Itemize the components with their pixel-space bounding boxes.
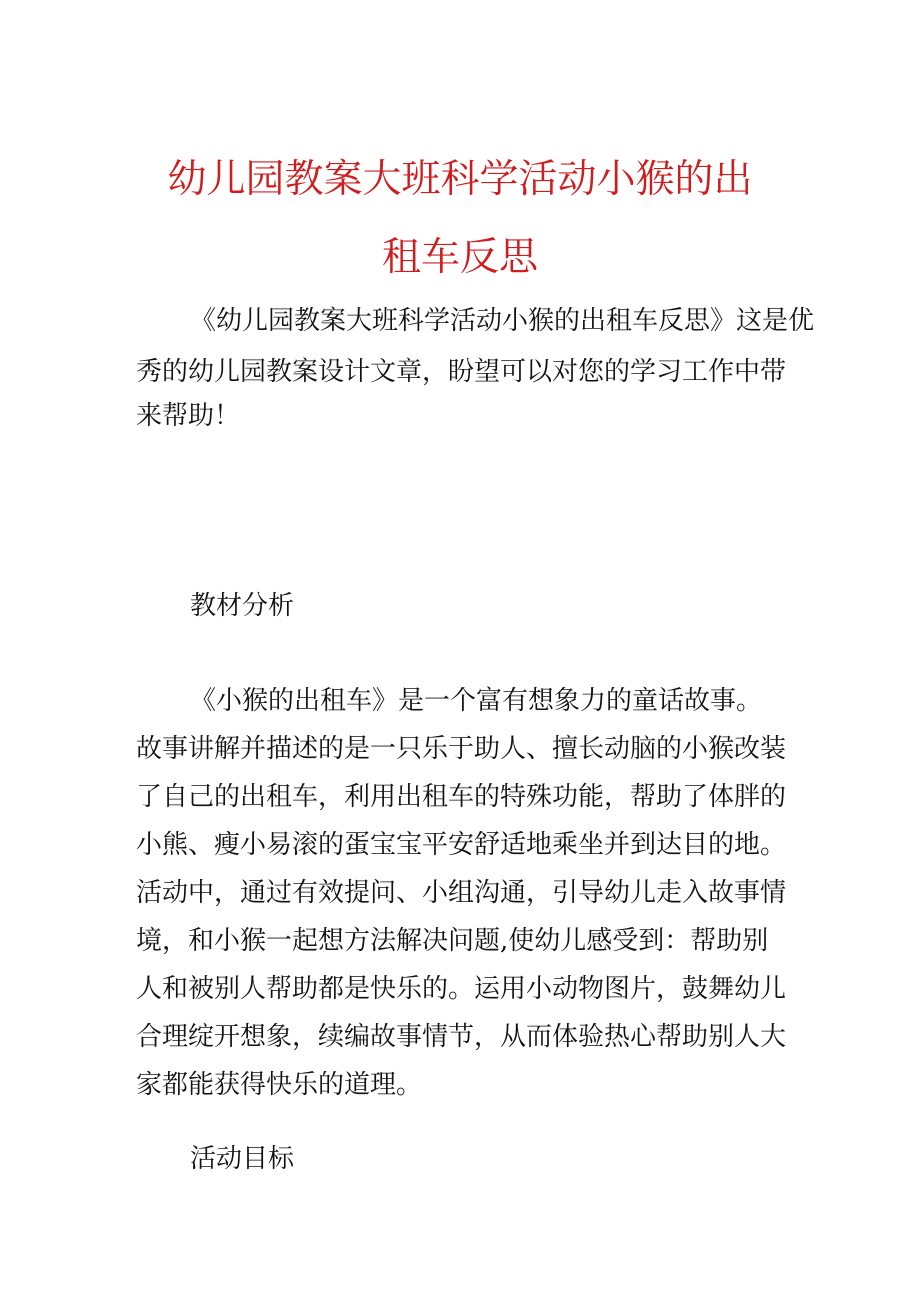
body-paragraph-line-4: 小熊、瘦小易滚的蛋宝宝平安舒适地乘坐并到达目的地。	[136, 830, 787, 860]
body-paragraph-line-2: 故事讲解并描述的是一只乐于助人、擅长动脑的小猴改装	[136, 734, 787, 764]
intro-paragraph-line-2: 秀的幼儿园教案设计文章，盼望可以对您的学习工作中带	[136, 357, 787, 387]
body-paragraph-line-6: 境，和小猴一起想方法解决问题,使幼儿感受到：帮助别	[136, 926, 769, 956]
section-heading-activity-goals: 活动目标	[190, 1144, 295, 1174]
body-paragraph-line-1: 《小猴的出租车》是一个富有想象力的童话故事。	[190, 686, 763, 716]
document-title-line-1: 幼儿园教案大班科学活动小猴的出	[167, 157, 753, 202]
body-paragraph-line-3: 了自己的出租车，利用出租车的特殊功能，帮助了体胖的	[136, 782, 787, 812]
body-paragraph-line-7: 人和被别人帮助都是快乐的。运用小动物图片，鼓舞幼儿	[136, 974, 787, 1004]
body-paragraph-line-5: 活动中，通过有效提问、小组沟通，引导幼儿走入故事情	[136, 878, 787, 908]
section-heading-materials-analysis: 教材分析	[190, 591, 295, 621]
intro-paragraph-line-3: 来帮助！	[136, 401, 241, 431]
body-paragraph-line-8: 合理绽开想象，续编故事情节，从而体验热心帮助别人大	[136, 1022, 787, 1052]
body-paragraph-line-9: 家都能获得快乐的道理。	[136, 1070, 423, 1100]
document-title-line-2: 租车反思	[381, 235, 538, 280]
intro-paragraph-line-1: 《幼儿园教案大班科学活动小猴的出租车反思》这是优	[190, 306, 815, 336]
